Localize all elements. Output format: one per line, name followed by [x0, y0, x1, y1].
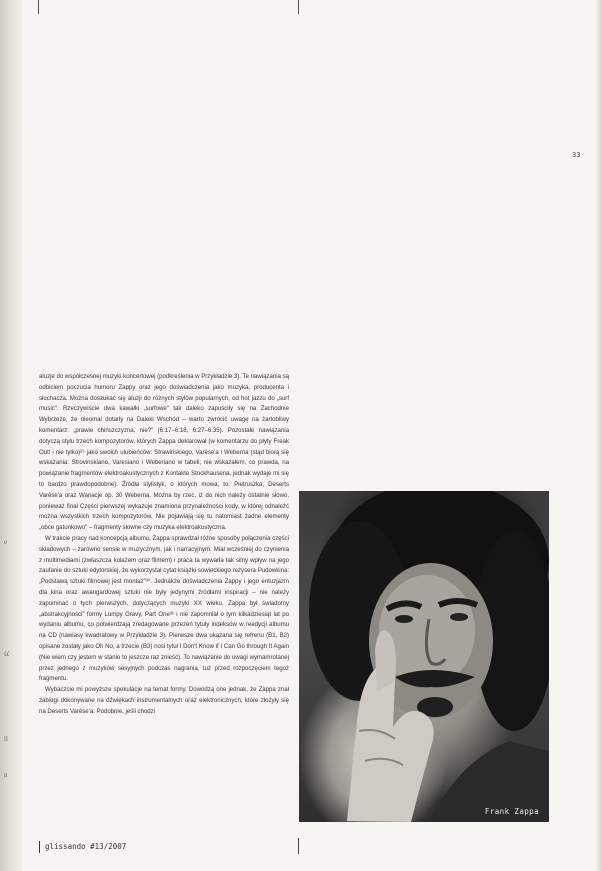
footer-publication: glissando #13/2007 [45, 842, 127, 851]
page-edge-shadow [596, 0, 602, 871]
page-number: 33 [572, 151, 581, 159]
photo-caption: Frank Zappa [484, 807, 539, 816]
article-paragraph: Wybaczcie mi powyższe spekulacje na temat formy. Dowodzą one jednak, że Zappa znał zabiegi dokonywane na dźwiękach instrumentalnych oraz elektronicznych, które złożyły się na Deserts Varèse'a. Podobnie, jeśli chodzi [39, 686, 289, 715]
margin-mark: ll [4, 735, 8, 743]
frank-zappa-photo [299, 491, 549, 822]
article-paragraph: aluzje do współczesnej muzyki koncertowej (podkreślenia w Przykładzie 3). Te nawiązania są odbiciem poczucia humoru Zappy oraz jego doświadczenia jako muzyka, producenta i słuchacza. Można doszukać się aluzji do różnych stylów popularnych, od hot jazzu do „surf music". Rzeczywiście dwa kawałki „surfowe" tak daleko zapuściły się na Zachodnie Wybrzeże, że nieomal dotarły na Daleki Wschód – warto zwrócić uwagę na żartobliwy komentarz: „prawie chińszczyzna, nie?" (6:17–6:18, 6:27–6:35). Pozostałe nawiązania dotyczą stylu trzech kompozytorów, których Zappa deklarował (w komentarzu do płyty Freak Out! i nie tylko)²⁹ jako swoich ulubieńców: Strawińskiego, Varèse'a i Weberna (stąd biorą się wskazania: Strovinskiano, Varesiano i Weberiano w tabeli; nie wskazałem, co prawda, na powiązanie fragmentów elektroakustycznych z Kontakte Stockhausena, jednak wydaje mi się to bardzo prawdopodobne). Źródła stylistyk, o których mowa, to: Pietruszka, Deserts Varèse'a oraz Wariacje op. 30 Weberna. Można by rzec, iż do nich należy ostatnie słowo, ponieważ finał Części pierwszej wykazuje znamiona przynależności kody, w której odnaleźć można wszystkich trzech kompozytorów. Nie pojawiają się tu natomiast żadne elementy „obce gatunkowo" – fragmenty słowne czy muzyka elektroakustyczna. [39, 373, 289, 532]
margin-mark: ść [4, 650, 10, 658]
margin-mark: n [4, 771, 8, 779]
crop-mark-top-left [38, 0, 39, 14]
article-text-column [39, 372, 289, 718]
portrait-illustration [299, 491, 549, 822]
article-paragraph: W trakcie pracy nad koncepcją albumu, Zappa sprawdzał różne sposoby połączenia części składowych – zarówno sensie w muzycznym, jak i narracyjnym. Miał wcześniej do czynienia z multimediami (zwłaszcza kolażem oraz filmem) i praca ta wywarła tak silny wpływ na jego zaufanie do sztuki edytorskiej, że wykorzystał cytat książki sowieckiego reżysera Pudowkina: „Podstawą sztuki filmowej jest montaż"³⁰. Jednakże doświadczenia Zappy i jego entuzjazm dla kina oraz awangardowej sztuki nie były jedynymi źródłami inspiracji – nie należy zapominać o tych pierwszych, dotyczących muzyki XX wieku. Zappa był świadomy „abstrakcyjności" formy Lumpy Gravy, Part One³¹ i nie zapomniał o tym kilkadziesiąt lat po wydaniu albumu, co potwierdzają zredagowane przezeń tytuły indeksów w reedycji albumu na CD (nawiasy kwadratowy w Przykładzie 3). Pierwsze dwa ukazana się refrenu (B1, B2) opisane zostały jako Oh No, a trzecie (B3) nosi tytuł I Don't Know if I Can Go through It Again (Nie wiem czy jestem w stanie to jeszcze raz znieść). To nawiązanie do uwagi wymamrotanej przez jednego z muzyków sesyjnych podczas nagrania, tuż przed rozpoczęciem tegoż fragmentu. [39, 534, 289, 683]
footer-rule [39, 841, 40, 853]
footer-divider [298, 838, 299, 854]
crop-mark-top-center [298, 0, 299, 14]
margin-mark: e [4, 538, 8, 546]
